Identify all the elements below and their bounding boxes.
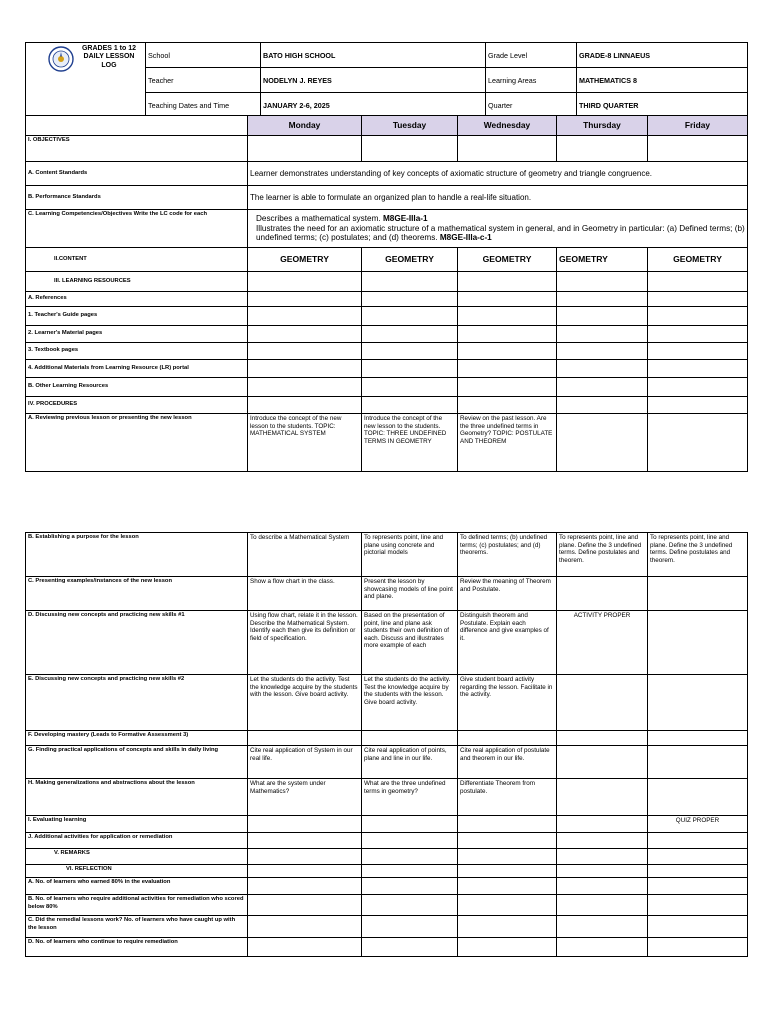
procedure-cell-monday: Using flow chart, relate it in the lesson. Describe the Mathematical System. Identify each then give its definition or field of specification.	[248, 611, 362, 675]
cell	[248, 292, 362, 307]
content-monday: GEOMETRY	[248, 248, 362, 272]
day-header-friday: Friday	[648, 116, 748, 136]
procedures-label: IV. PROCEDURES	[26, 397, 248, 414]
procedure-row-label: B. Establishing a purpose for the lesson	[26, 533, 248, 577]
procedure-cell-thursday: ACTIVITY PROPER	[557, 611, 648, 675]
procedure-cell-thursday: To represents point, line and plane. Define the 3 undefined terms. Define postulates and theorem.	[557, 533, 648, 577]
cell	[557, 326, 648, 343]
cell	[248, 272, 362, 292]
content-friday: GEOMETRY	[648, 248, 748, 272]
procedure-cell-friday	[648, 878, 748, 895]
dates-value: JANUARY 2-6, 2025	[261, 93, 486, 118]
procedure-cell-wednesday	[458, 849, 557, 865]
procedure-cell-friday: QUIZ PROPER	[648, 816, 748, 833]
procedure-row-label: A. No. of learners who earned 80% in the evaluation	[26, 878, 248, 895]
procedure-row	[26, 533, 748, 577]
procedure-cell-friday	[648, 675, 748, 731]
resources-label: III. LEARNING RESOURCES	[26, 272, 248, 292]
procedure-cell-tuesday	[362, 849, 458, 865]
procedure-row	[26, 878, 748, 895]
area-label: Learning Areas	[486, 68, 577, 93]
procedure-row	[26, 865, 748, 878]
procedure-cell-thursday	[557, 849, 648, 865]
cell	[248, 326, 362, 343]
procedure-row-label: E. Discussing new concepts and practicing new skills #2	[26, 675, 248, 731]
procedure-cell-monday	[248, 938, 362, 957]
procedure-cell-friday	[648, 895, 748, 916]
procedure-cell-thursday	[557, 938, 648, 957]
cell	[458, 307, 557, 326]
cell	[557, 343, 648, 360]
cell	[248, 136, 362, 162]
cell	[648, 292, 748, 307]
cell	[458, 272, 557, 292]
procedure-row	[26, 731, 748, 746]
procedure-row-label: J. Additional activities for application or remediation	[26, 833, 248, 849]
procedure-cell-thursday	[557, 816, 648, 833]
lesson-table-bottom	[25, 532, 748, 957]
procedure-cell-tuesday	[362, 878, 458, 895]
cell	[458, 343, 557, 360]
procedure-cell-thursday	[557, 833, 648, 849]
cell	[648, 360, 748, 378]
procedure-row-label: G. Finding practical applications of concepts and skills in daily living	[26, 746, 248, 779]
procedure-row-label: C. Presenting examples/instances of the new lesson	[26, 577, 248, 611]
cell	[248, 343, 362, 360]
lm-pages-label: 2. Learner's Material pages	[26, 326, 248, 343]
cell	[362, 136, 458, 162]
content-thursday: GEOMETRY	[557, 248, 648, 272]
reviewing-friday	[648, 414, 748, 472]
day-header-tuesday: Tuesday	[362, 116, 458, 136]
cell	[557, 292, 648, 307]
school-value: BATO HIGH SCHOOL	[261, 43, 486, 68]
reviewing-label: A. Reviewing previous lesson or presenting the new lesson	[26, 414, 248, 472]
procedure-cell-friday	[648, 849, 748, 865]
references-label: A. References	[26, 292, 248, 307]
cell	[362, 326, 458, 343]
cell	[458, 360, 557, 378]
procedure-cell-tuesday: Cite real application of points, plane and line in our life.	[362, 746, 458, 779]
cell	[557, 397, 648, 414]
cell	[648, 397, 748, 414]
dates-label: Teaching Dates and Time	[146, 93, 261, 118]
procedure-cell-tuesday	[362, 833, 458, 849]
procedure-cell-thursday	[557, 779, 648, 816]
reviewing-monday: Introduce the concept of the new lesson to the students. TOPIC: MATHEMATICAL SYSTEM	[248, 414, 362, 472]
day-header-wednesday: Wednesday	[458, 116, 557, 136]
procedure-row-label: I. Evaluating learning	[26, 816, 248, 833]
procedure-cell-thursday	[557, 916, 648, 938]
procedure-cell-wednesday	[458, 878, 557, 895]
procedure-row	[26, 849, 748, 865]
procedure-cell-tuesday	[362, 731, 458, 746]
procedure-row	[26, 577, 748, 611]
procedure-cell-monday: Show a flow chart in the class.	[248, 577, 362, 611]
cell	[557, 378, 648, 397]
procedure-cell-thursday	[557, 675, 648, 731]
procedure-cell-friday	[648, 779, 748, 816]
cell	[248, 397, 362, 414]
lesson-table-top	[25, 115, 748, 472]
procedure-cell-thursday	[557, 577, 648, 611]
procedure-cell-tuesday: What are the three undefined terms in geometry?	[362, 779, 458, 816]
cell	[458, 397, 557, 414]
title-line-3: LOG	[101, 61, 117, 69]
procedure-cell-wednesday: Give student board activity regarding the lesson. Facilitate in the activity.	[458, 675, 557, 731]
procedure-row	[26, 833, 748, 849]
procedure-cell-wednesday: To defined terms; (b) undefined terms; (c) postulates; and (d) theorems.	[458, 533, 557, 577]
procedure-cell-friday: To represents point, line and plane. Define the 3 undefined terms. Define postulates and theorem.	[648, 533, 748, 577]
title-line-2: DAILY LESSON	[83, 53, 135, 61]
log-title	[74, 45, 144, 70]
reviewing-wednesday: Review on the past lesson. Are the three undefined terms in Geometry? TOPIC: POSTULATE AND THEOREM	[458, 414, 557, 472]
cell	[362, 360, 458, 378]
procedure-cell-wednesday: Cite real application of postulate and theorem in our life.	[458, 746, 557, 779]
procedure-cell-monday: To describe a Mathematical System	[248, 533, 362, 577]
content-standards-value: Learner demonstrates understanding of key concepts of axiomatic structure of geometry and triangle congruence.	[248, 162, 748, 186]
cell	[248, 378, 362, 397]
procedure-cell-friday	[648, 938, 748, 957]
corner-cell	[26, 116, 248, 136]
procedure-row-label: V. REMARKS	[26, 849, 248, 865]
competency-code-2: M8GE-IIIa-c-1	[439, 233, 492, 243]
procedure-cell-wednesday: Differentiate Theorem from postulate.	[458, 779, 557, 816]
cell	[248, 360, 362, 378]
procedure-row	[26, 895, 748, 916]
procedure-cell-thursday	[557, 895, 648, 916]
procedure-cell-wednesday	[458, 916, 557, 938]
cell	[648, 343, 748, 360]
procedure-cell-wednesday	[458, 833, 557, 849]
procedure-cell-tuesday	[362, 895, 458, 916]
procedure-row	[26, 916, 748, 938]
procedure-cell-tuesday: Based on the presentation of point, line and plane ask students their own definition of each. Discuss and illustrates more example of each	[362, 611, 458, 675]
performance-standards-value: The learner is able to formulate an organized plan to handle a real-life situation.	[248, 186, 748, 210]
cell	[458, 136, 557, 162]
cell	[362, 397, 458, 414]
procedure-cell-friday	[648, 916, 748, 938]
additional-materials-label: 4. Additional Materials from Learning Resource (LR) portal	[26, 360, 248, 378]
grade-value: GRADE-8 LINNAEUS	[577, 43, 748, 68]
procedure-row	[26, 779, 748, 816]
procedure-cell-friday	[648, 746, 748, 779]
logo-cell	[26, 43, 146, 118]
procedure-cell-friday	[648, 611, 748, 675]
competencies-label: C. Learning Competencies/Objectives Write the LC code for each	[26, 210, 248, 248]
procedure-cell-monday	[248, 816, 362, 833]
procedure-cell-wednesday	[458, 865, 557, 878]
procedure-row-label: C. Did the remedial lessons work? No. of learners who have caught up with the lesson	[26, 916, 248, 938]
day-header-monday: Monday	[248, 116, 362, 136]
procedure-cell-tuesday	[362, 916, 458, 938]
title-line-1: GRADES 1 to 12	[81, 45, 137, 52]
procedure-row	[26, 611, 748, 675]
competency-code-1: M8GE-IIIa-1	[382, 214, 428, 224]
procedure-row-label: H. Making generalizations and abstractions about the lesson	[26, 779, 248, 816]
procedure-row-label: VI. REFLECTION	[26, 865, 248, 878]
deped-seal-icon	[48, 46, 74, 72]
cell	[557, 360, 648, 378]
reviewing-thursday	[557, 414, 648, 472]
area-value: MATHEMATICS 8	[577, 68, 748, 93]
procedure-cell-monday: Cite real application of System in our real life.	[248, 746, 362, 779]
cell	[648, 378, 748, 397]
cell	[557, 272, 648, 292]
procedure-cell-tuesday: Present the lesson by showcasing models of line point and plane.	[362, 577, 458, 611]
content-wednesday: GEOMETRY	[458, 248, 557, 272]
cell	[362, 307, 458, 326]
procedure-row	[26, 746, 748, 779]
quarter-label: Quarter	[486, 93, 577, 118]
procedure-cell-wednesday	[458, 816, 557, 833]
procedure-row	[26, 675, 748, 731]
procedure-cell-tuesday: Let the students do the activity. Test the knowledge acquire by the students with the lesson. Give board activity.	[362, 675, 458, 731]
procedure-cell-monday	[248, 833, 362, 849]
procedure-cell-wednesday	[458, 938, 557, 957]
procedure-cell-friday	[648, 833, 748, 849]
competency-line-1: Describes a mathematical system.	[256, 214, 381, 224]
procedure-row	[26, 938, 748, 957]
teacher-label: Teacher	[146, 68, 261, 93]
cell	[458, 378, 557, 397]
procedure-cell-monday	[248, 916, 362, 938]
procedure-cell-monday	[248, 878, 362, 895]
procedure-cell-monday	[248, 731, 362, 746]
cell	[362, 343, 458, 360]
procedure-cell-friday	[648, 731, 748, 746]
procedure-cell-wednesday	[458, 895, 557, 916]
procedure-row-label: D. Discussing new concepts and practicing new skills #1	[26, 611, 248, 675]
content-standards-label: A. Content Standards	[26, 162, 248, 186]
content-tuesday: GEOMETRY	[362, 248, 458, 272]
content-label: II.CONTENT	[26, 248, 248, 272]
cell	[648, 307, 748, 326]
cell	[557, 307, 648, 326]
cell	[362, 292, 458, 307]
reviewing-tuesday: Introduce the concept of the new lesson to the students. TOPIC: THREE UNDEFINED TERMS IN GEOMETRY	[362, 414, 458, 472]
competency-line-2: Illustrates the need for an axiomatic structure of a mathematical system in general, and in Geometry in particular: (a) Defined terms; (b) undefined terms; (c) postulates; and (d) theorems.	[256, 223, 745, 243]
procedure-cell-monday: What are the system under Mathematics?	[248, 779, 362, 816]
tg-pages-label: 1. Teacher's Guide pages	[26, 307, 248, 326]
cell	[458, 292, 557, 307]
procedure-cell-thursday	[557, 878, 648, 895]
cell	[648, 326, 748, 343]
procedure-cell-monday: Let the students do the activity. Test the knowledge acquire by the students with the lesson. Give board activity.	[248, 675, 362, 731]
procedure-cell-tuesday	[362, 938, 458, 957]
objectives-label: I. OBJECTIVES	[26, 136, 248, 162]
procedure-cell-monday	[248, 865, 362, 878]
competencies-value	[248, 210, 748, 248]
cell	[557, 136, 648, 162]
grade-label: Grade Level	[486, 43, 577, 68]
textbook-pages-label: 3. Textbook pages	[26, 343, 248, 360]
school-label: School	[146, 43, 261, 68]
cell	[362, 272, 458, 292]
procedure-cell-wednesday: Distinguish theorem and Postulate. Explain each difference and give examples of it.	[458, 611, 557, 675]
procedure-cell-monday	[248, 849, 362, 865]
quarter-value: THIRD QUARTER	[577, 93, 748, 118]
procedure-row	[26, 816, 748, 833]
procedure-cell-friday	[648, 577, 748, 611]
teacher-value: NODELYN J. REYES	[261, 68, 486, 93]
procedure-cell-wednesday	[458, 731, 557, 746]
procedure-cell-tuesday	[362, 865, 458, 878]
procedure-cell-tuesday: To represents point, line and plane using concrete and pictorial models	[362, 533, 458, 577]
procedure-row-label: D. No. of learners who continue to require remediation	[26, 938, 248, 957]
other-resources-label: B. Other Learning Resources	[26, 378, 248, 397]
day-header-thursday: Thursday	[557, 116, 648, 136]
cell	[648, 272, 748, 292]
cell	[458, 326, 557, 343]
procedure-cell-wednesday: Review the meaning of Theorem and Postulate.	[458, 577, 557, 611]
cell	[248, 307, 362, 326]
procedure-row-label: F. Developing mastery (Leads to Formative Assessment 3)	[26, 731, 248, 746]
performance-standards-label: B. Performance Standards	[26, 186, 248, 210]
procedure-cell-thursday	[557, 746, 648, 779]
cell	[362, 378, 458, 397]
cell	[648, 136, 748, 162]
procedure-cell-tuesday	[362, 816, 458, 833]
header-table	[25, 42, 748, 118]
procedure-cell-thursday	[557, 731, 648, 746]
procedure-cell-thursday	[557, 865, 648, 878]
procedure-row-label: B. No. of learners who require additional activities for remediation who scored below 80%	[26, 895, 248, 916]
procedure-cell-friday	[648, 865, 748, 878]
procedure-cell-monday	[248, 895, 362, 916]
